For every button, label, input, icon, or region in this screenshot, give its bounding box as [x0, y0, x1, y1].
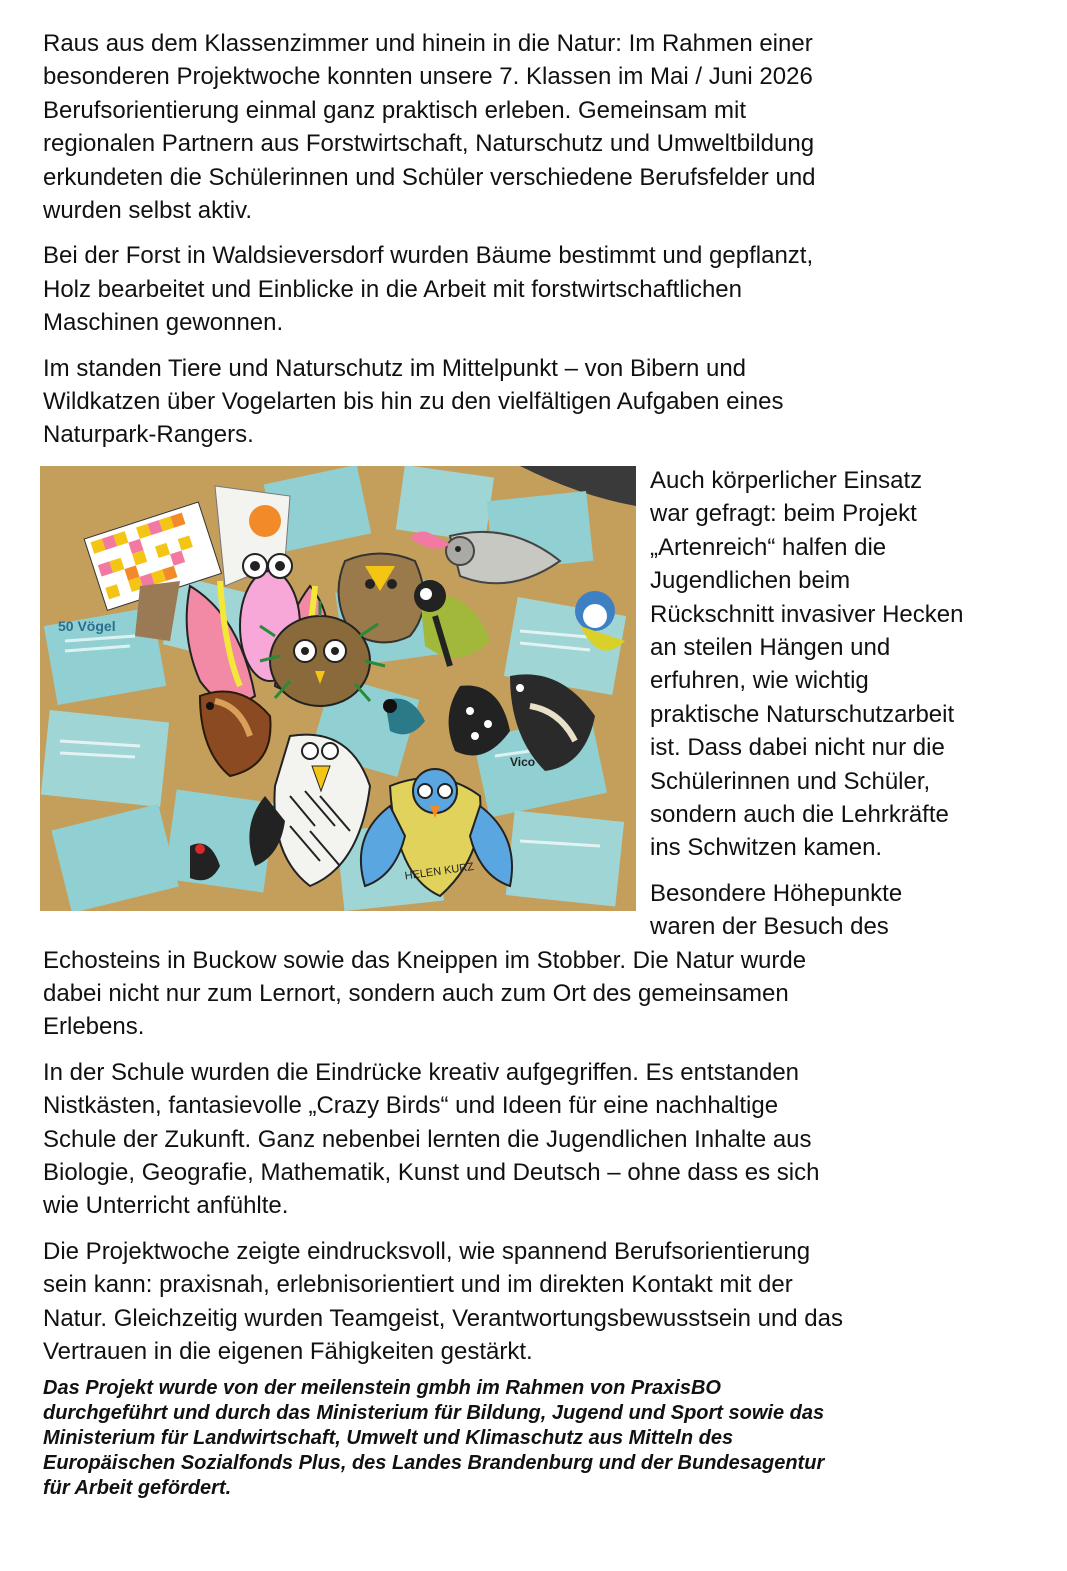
paragraph-artenreich: Auch körperlicher Einsatz war gefragt: beim Projekt „Artenreich“ halfen die Jugendlichen beim Rückschnitt invasiver Hecken an steilen Hängen und erfuhren, wie wichtig praktische Naturschutzarbeit ist. Dass dabei nicht nur die Schülerinnen und Schüler, sondern auch die Lehrkräfte ins Schwitzen kamen. [650, 466, 964, 862]
paragraph-hoehepunkte: Besondere Höhepunkte waren der Besuch des Echosteins in Buckow sowie das Kneippen im Stobber. Die Natur wurde dabei nicht nur zum Lernort, sondern auch zum Ort des gemeinsamen Erlebens. [43, 879, 903, 1041]
crazy-birds-photo [40, 466, 636, 911]
crazy-birds-illustration [40, 466, 636, 911]
paragraph-forst: Bei der Forst in Waldsieversdorf wurden Bäume bestimmt und gepflanzt, Holz bearbeitet und Einblicke in die Arbeit mit forstwirtschaftlichen Maschinen gewonnen. [43, 242, 814, 337]
bird-signature: HELEN KURZ [403, 860, 475, 883]
article [43, 27, 1033, 1521]
paragraph-schule: In der Schule wurden die Eindrücke kreativ aufgegriffen. Es entstanden Nistkästen, fantasievolle „Crazy Birds“ und Ideen für eine nachhaltige Schule der Zukunft. Ganz nebenbei lernten die Jugendlichen Inhalte aus Biologie, Geografie, Mathematik, Kunst und Deutsch – ohne dass es sich wie Unterricht anfühlte. [43, 1058, 820, 1220]
vico-tag: Vico [510, 754, 536, 769]
card-label: 50 Vögel [58, 617, 116, 634]
paragraph-naturschutz: Im standen Tiere und Naturschutz im Mittelpunkt – von Bibern und Wildkatzen über Vogelarten bis hin zu den vielfältigen Aufgaben eines Naturpark-Rangers. [43, 354, 784, 449]
paragraph-intro: Raus aus dem Klassenzimmer und hinein in die Natur: Im Rahmen einer besonderen Projektwoche konnten unsere 7. Klassen im Mai / Juni 2026 Berufsorientierung einmal ganz praktisch erleben. Gemeinsam mit regionalen Partnern aus Forstwirtschaft, Naturschutz und Umweltbildung erkundeten die Schülerinnen und Schüler verschiedene Berufsfelder und wurden selbst aktiv. [43, 30, 816, 225]
funding-note: Das Projekt wurde von der meilenstein gmbh im Rahmen von PraxisBO durchgeführt und durch das Ministerium für Bildung, Jugend und Sport sowie das Ministerium für Landwirtschaft, Umwelt und Klimaschutz aus Mitteln des Europäischen Sozialfonds Plus, des Landes Brandenburg und der Bundesagentur für Arbeit gefördert. [43, 1377, 825, 1500]
paragraph-fazit: Die Projektwoche zeigte eindrucksvoll, wie spannend Berufsorientierung sein kann: praxisnah, erlebnisorientiert und im direkten Kontakt mit der Natur. Gleichzeitig wurden Teamgeist, Verantwortungsbewusstsein und das Vertrauen in die eigenen Fähigkeiten gestärkt. [43, 1237, 844, 1366]
